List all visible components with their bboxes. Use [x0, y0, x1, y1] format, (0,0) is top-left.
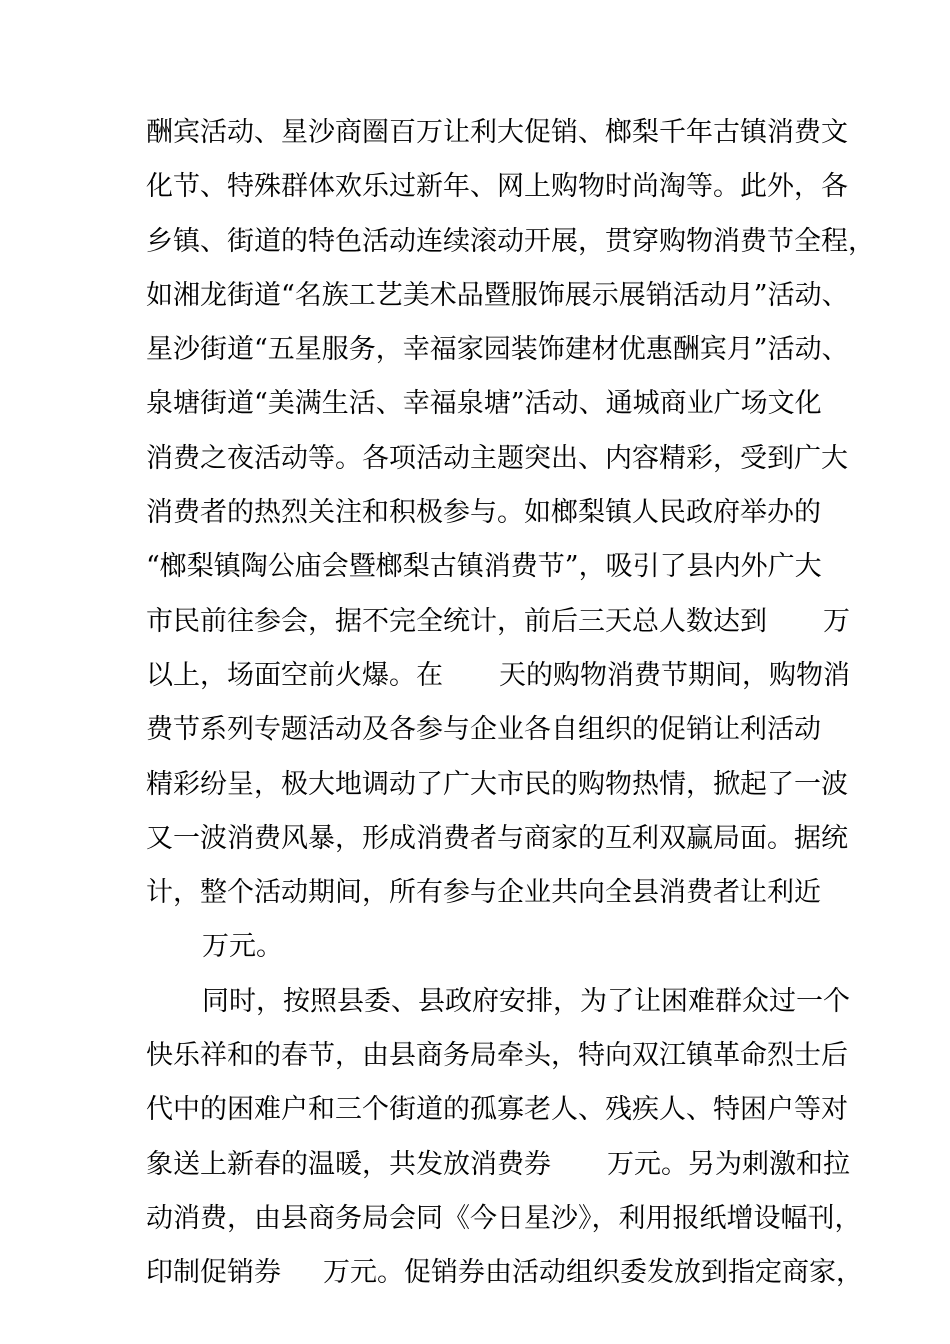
text-line: 星沙街道“五星服务，幸福家园装饰建材优惠酬宾月”活动、 — [146, 334, 849, 366]
paragraph-1 — [146, 106, 875, 975]
text-segment: 万元。另为刺激和拉 — [607, 1148, 850, 1180]
text-line: 动消费，由县商务局会同《今日星沙》，利用报纸增设幅刊， — [146, 1202, 862, 1234]
text-line: 又一波消费风暴，形成消费者与商家的互利双赢局面。据统 — [146, 822, 848, 854]
text-line: 精彩纷呈，极大地调动了广大市民的购物热情，掀起了一波 — [146, 768, 848, 800]
text-line: 消费者的热烈关注和积极参与。如榔梨镇人民政府举办的 — [146, 497, 821, 529]
text-line: 费节系列专题活动及各参与企业各自组织的促销让利活动 — [146, 714, 821, 746]
text-line — [146, 1246, 863, 1300]
text-line — [146, 1138, 850, 1192]
text-line — [146, 595, 850, 649]
text-line: 乡镇、街道的特色活动连续滚动开展，贯穿购物消费节全程， — [146, 225, 875, 257]
text-line: 如湘龙街道“名族工艺美术品暨服饰展示展销活动月”活动、 — [146, 279, 849, 311]
text-segment: 印制促销券 — [146, 1257, 281, 1289]
text-line: “榔梨镇陶公庙会暨榔梨古镇消费节”，吸引了县内外广大 — [146, 551, 822, 583]
text-line: 代中的困难户和三个街道的孤寡老人、残疾人、特困户等对 — [146, 1094, 848, 1126]
text-line: 消费之夜活动等。各项活动主题突出、内容精彩，受到广大 — [146, 442, 848, 474]
text-line: 计，整个活动期间，所有参与企业共向全县消费者让利近 — [146, 877, 821, 909]
text-segment: 以上，场面空前火爆。在 — [146, 659, 443, 691]
text-line: 快乐祥和的春节，由县商务局牵头，特向双江镇革命烈士后 — [146, 1040, 848, 1072]
text-line — [146, 649, 850, 703]
paragraph-2 — [146, 975, 863, 1301]
text-segment: 象送上新春的温暖，共发放消费券 — [146, 1148, 551, 1180]
body-text — [146, 106, 875, 1301]
text-line: 化节、特殊群体欢乐过新年、网上购物时尚淘等。此外，各 — [146, 171, 848, 203]
text-line: 同时，按照县委、县政府安排，为了让困难群众过一个 — [202, 985, 850, 1017]
text-line: 泉塘街道“美满生活、幸福泉塘”活动、通城商业广场文化 — [146, 388, 822, 420]
text-segment: 万 — [823, 605, 850, 637]
text-segment: 市民前往参会，据不完全统计，前后三天总人数达到 — [146, 605, 767, 637]
text-segment: 天的购物消费节期间，购物消 — [499, 659, 850, 691]
text-line: 酬宾活动、星沙商圈百万让利大促销、榔梨千年古镇消费文 — [146, 117, 848, 148]
text-line: 万元。 — [202, 931, 283, 963]
text-segment: 万元。促销券由活动组织委发放到指定商家， — [323, 1257, 863, 1289]
